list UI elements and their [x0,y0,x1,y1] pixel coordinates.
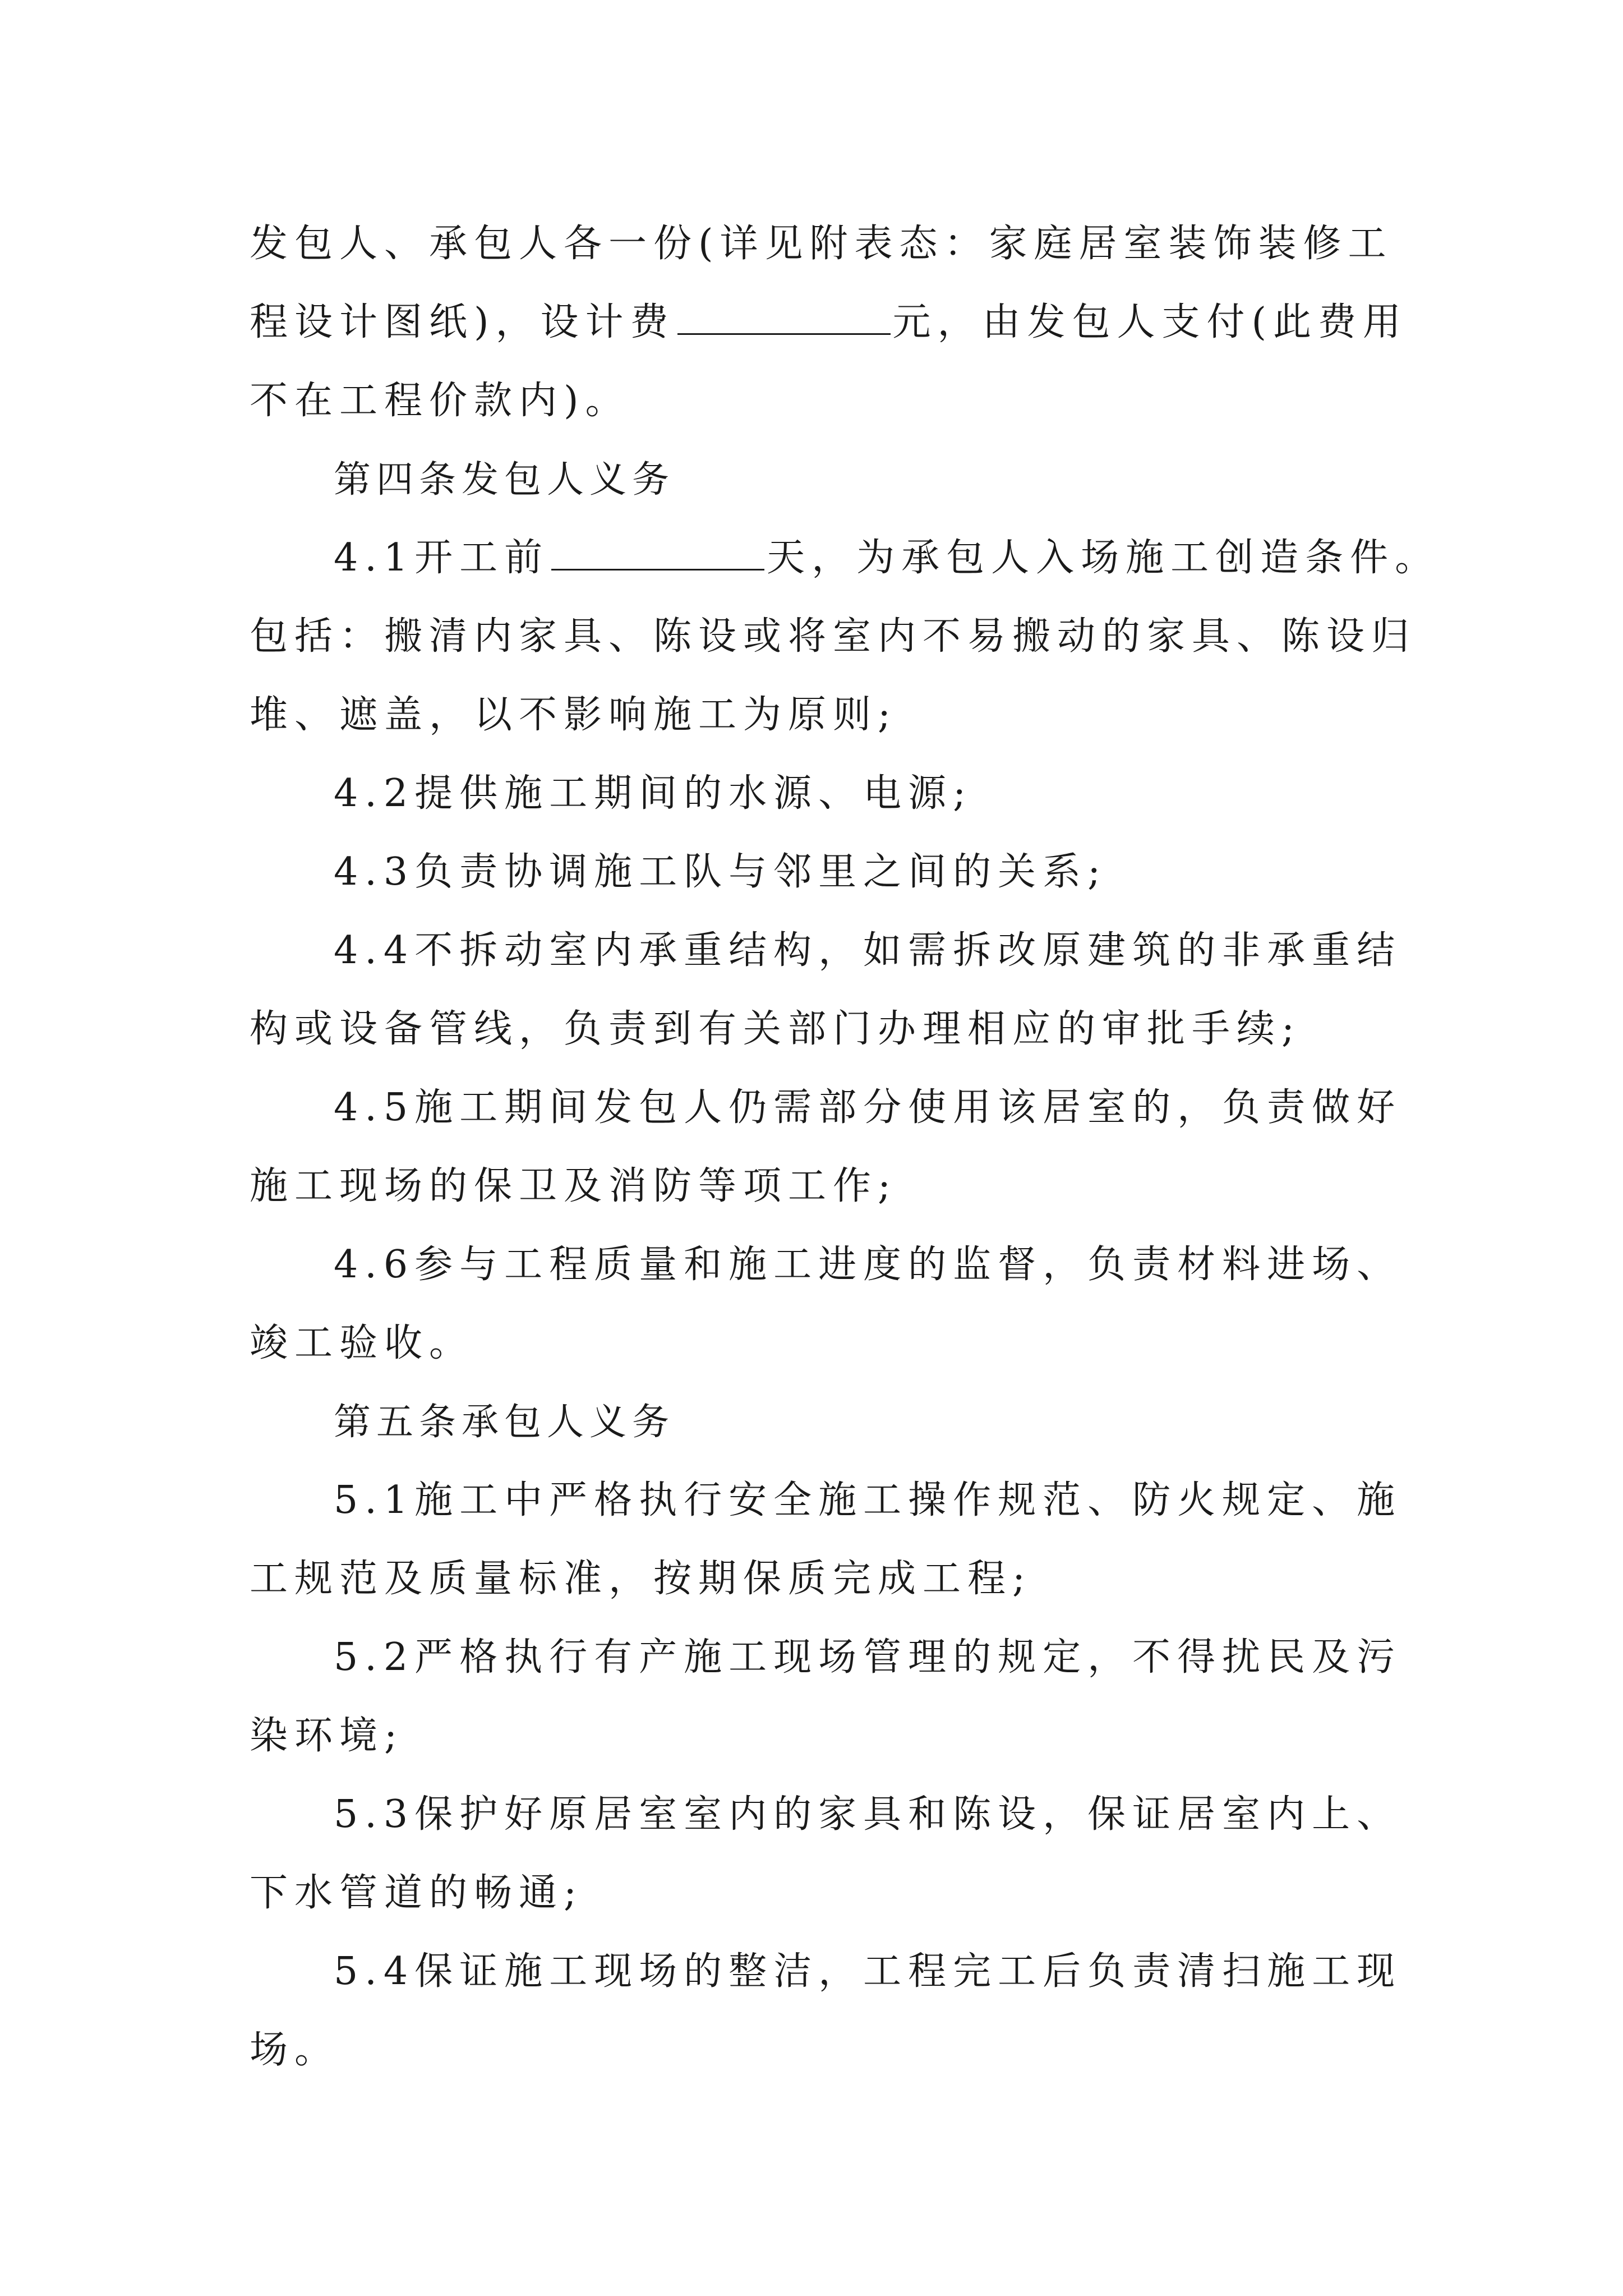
text-span: 发包人、承包人各一份(详见附表态：家庭居室装饰装修工 [250,222,1393,266]
text-span: 4.3负责协调施工队与邻里之间的关系; [334,850,1108,894]
paragraph-line [250,597,1416,676]
paragraph-line [250,362,630,440]
paragraph-line [250,1697,404,1775]
text-span: 5.2严格执行有产施工现场管理的规定，不得扰民及污 [334,1635,1402,1680]
heading-text: 第四条发包人义务 [334,458,675,501]
text-span: 下水管道的畅通; [250,1871,583,1915]
paragraph-line [250,1461,1401,1540]
paragraph-line [250,283,1408,362]
paragraph-line [250,1226,1401,1304]
text-span: 4.5施工期间发包人仍需部分使用该居室的，负责做好 [334,1085,1402,1130]
paragraph-line [250,676,897,754]
text-span: 4.6参与工程质量和施工进度的监督，负责材料进场、 [334,1243,1402,1287]
paragraph-line [250,1932,1401,2011]
paragraph-line [250,1147,897,1226]
text-span: 染环境; [250,1714,404,1758]
text-span: 程设计图纸)，设计费 [250,300,675,344]
text-span: 5.1施工中严格执行安全施工操作规范、防火规定、施 [334,1478,1402,1522]
paragraph-line [250,519,1440,597]
paragraph-line [250,1618,1401,1697]
paragraph-line [250,2011,339,2090]
text-span: 场。 [250,2028,340,2072]
text-span: 5.4保证施工现场的整洁，工程完工后负责清扫施工现 [334,1949,1402,1994]
paragraph-line [250,833,1107,912]
section-heading [250,440,675,519]
paragraph-line [250,990,1301,1069]
text-span: 堆、遮盖，以不影响施工为原则; [250,693,897,737]
text-span: 天，为承包人入场施工创造条件。 [767,536,1440,580]
fill-in-blank [677,298,891,335]
text-span: 元，由发包人支付(此费用 [892,300,1408,344]
text-span: 5.3保护好原居室室内的家具和陈设，保证居室内上、 [334,1792,1402,1837]
fill-in-blank [551,534,764,570]
text-span: 4.2提供施工期间的水源、电源; [334,771,973,816]
text-span: 竣工验收。 [250,1321,474,1365]
text-span: 4.1开工前 [334,536,550,580]
section-heading [250,1383,675,1461]
text-span: 构或设备管线，负责到有关部门办理相应的审批手续; [250,1007,1301,1051]
paragraph-line [250,754,972,833]
paragraph-line [250,912,1401,990]
paragraph-line [250,1854,583,1932]
paragraph-line [250,205,1393,283]
text-span: 工规范及质量标准，按期保质完成工程; [250,1557,1032,1601]
text-span: 不在工程价款内)。 [250,379,630,423]
text-span: 包括：搬清内家具、陈设或将室内不易搬动的家具、陈设归 [250,614,1417,659]
heading-text: 第五条承包人义务 [334,1400,675,1443]
paragraph-line [250,1540,1032,1618]
text-span: 4.4不拆动室内承重结构，如需拆改原建筑的非承重结 [334,928,1402,973]
paragraph-line [250,1304,474,1383]
text-span: 施工现场的保卫及消防等项工作; [250,1164,897,1208]
paragraph-line [250,1775,1401,1854]
paragraph-line [250,1069,1401,1147]
